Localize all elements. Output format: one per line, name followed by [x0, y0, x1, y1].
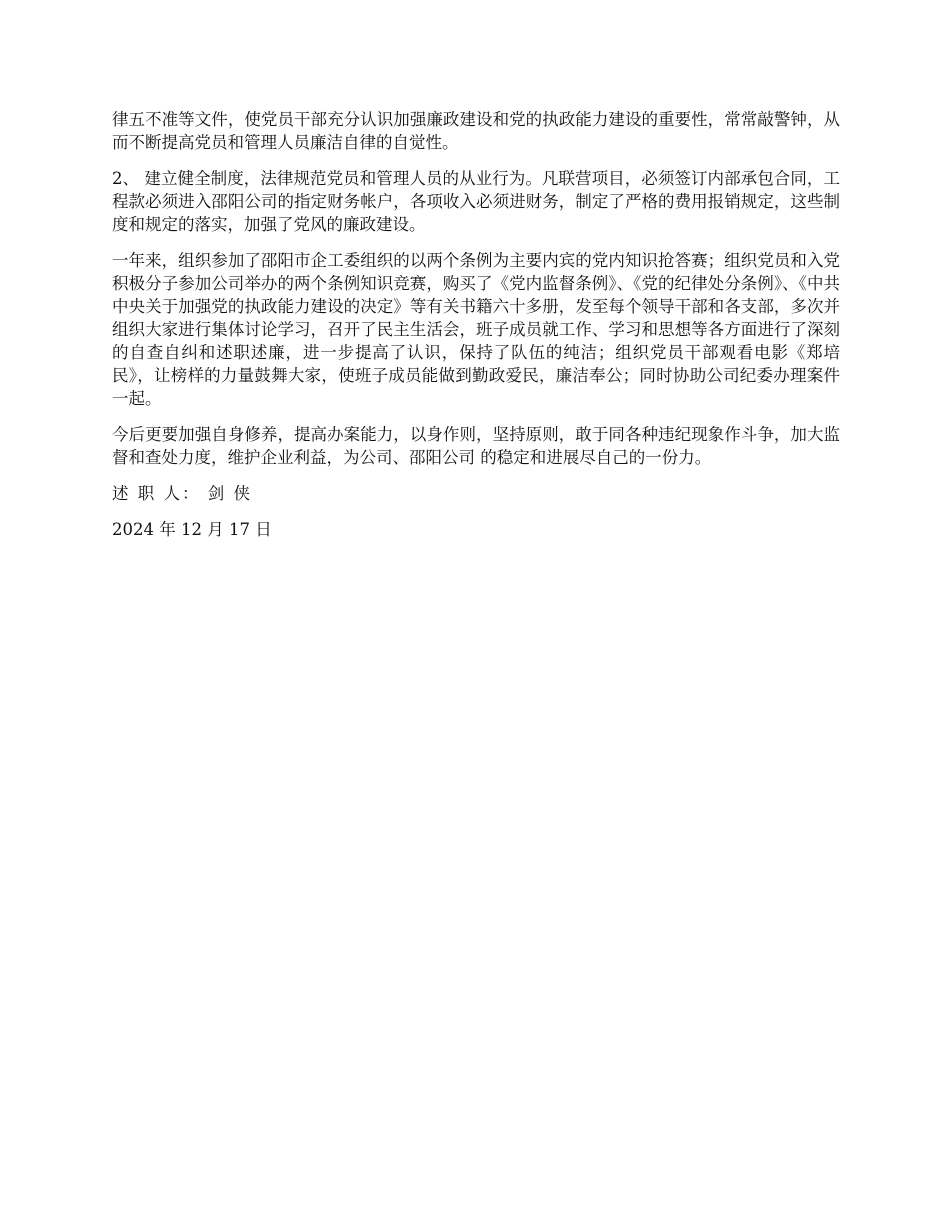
document-body [112, 108, 840, 541]
signer-line: 述 职 人： 剑 侠 [112, 484, 252, 503]
paragraph-future-plans: 今后更要加强自身修养，提高办案能力，以身作则，坚持原则，敢于同各种违纪现象作斗争，加大监督和查处力度，维护企业利益，为公司、邵阳公司 的稳定和进展尽自己的一份力。 [112, 425, 840, 467]
paragraph-system-building: 2、 建立健全制度，法律规范党员和管理人员的从业行为。凡联营项目，必须签订内部承包合同，工程款必须进入邵阳公司的指定财务帐户，各项收入必须进财务，制定了严格的费用报销规定，这些制度和规定的落实，加强了党风的廉政建设。 [112, 169, 840, 234]
date-line: 2024 年 12 月 17 日 [112, 520, 272, 539]
paragraph-year-activities: 一年来，组织参加了邵阳市企工委组织的以两个条例为主要内宾的党内知识抢答赛；组织党员和入党积极分子参加公司举办的两个条例知识竞赛，购买了《党内监督条例》、《党的纪律处分条例》、《中共中央关于加强党的执政能力建设的决定》等有关书籍六十多册，发至每个领导干部和各支部，多次并组织大家进行集体讨论学习，召开了民主生活会，班子成员就工作、学习和思想等各方面进行了深刻的自查自纠和述职述廉，进一步提高了认识，保持了队伍的纯洁；组织党员干部观看电影《郑培民》，让榜样的力量鼓舞大家，使班子成员能做到勤政爱民，廉洁奉公；同时协助公司纪委办理案件一起。 [112, 251, 840, 408]
paragraph-discipline-files: 律五不准等文件，使党员干部充分认识加强廉政建设和党的执政能力建设的重要性，常常敲警钟，从而不断提高党员和管理人员廉洁自律的自觉性。 [112, 110, 840, 152]
